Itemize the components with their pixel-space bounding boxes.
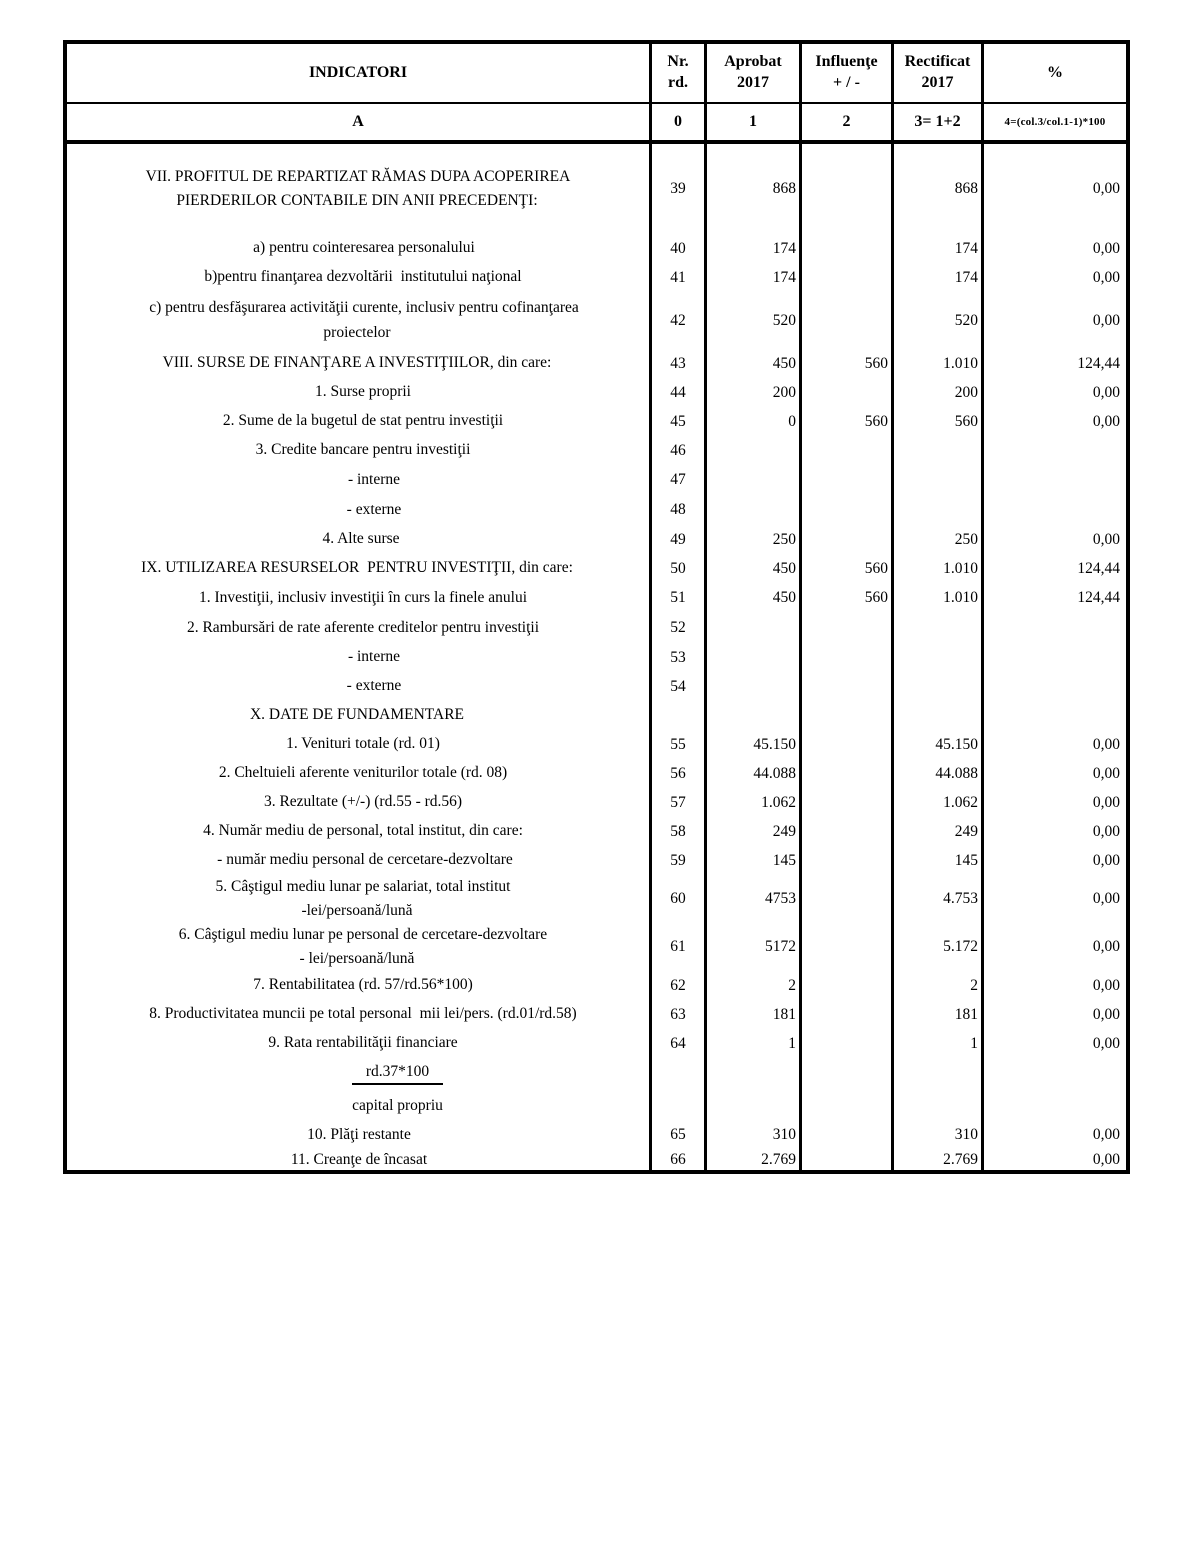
code-col-2: 2 [799,104,891,140]
table-header-row [67,44,1126,104]
cell-nr-rd: 52 [649,613,704,643]
row-label-text: VIII. SURSE DE FINANŢARE A INVESTIŢIILOR, din care: [162,354,552,372]
row-label-text: 2. Rambursări de rate aferente creditelor pentru investiţii [186,618,540,636]
table-row [67,846,1126,875]
header-label: Aprobat [724,53,782,71]
table-row [67,1122,1126,1148]
cell-influente [799,436,891,465]
cell-rectificat: 1.062 [891,788,981,817]
cell-nr-rd: 54 [649,672,704,701]
cell-aprobat [704,672,799,701]
cell-aprobat: 174 [704,263,799,292]
cell-influente: 560 [799,407,891,436]
header-label: INDICATORI [308,63,408,81]
cell-percent [981,643,1126,672]
cell-percent [981,495,1126,525]
cell-influente [799,923,891,971]
cell-influente [799,971,891,1000]
cell-nr-rd: 64 [649,1029,704,1058]
cell-percent: 0,00 [981,144,1126,234]
cell-aprobat: 520 [704,292,799,349]
cell-percent [981,672,1126,701]
cell-rectificat: 4.753 [891,875,981,923]
row-label-text: 3. Rezultate (+/-) (rd.55 - rd.56) [263,793,463,811]
table-row [67,613,1126,643]
cell-nr-rd: 39 [649,144,704,234]
table-row [67,701,1126,730]
row-label-text-line2: - lei/persoană/lună [299,950,415,968]
header-label: Rectificat [904,53,971,71]
header-rectificat-2017 [891,44,981,102]
row-label [67,788,649,817]
row-label [67,613,649,643]
row-label [67,263,649,292]
cell-aprobat: 45.150 [704,730,799,759]
cell-influente [799,1122,891,1148]
fraction-denominator: capital propriu [352,1096,443,1114]
cell-nr-rd: 60 [649,875,704,923]
cell-aprobat: 5172 [704,923,799,971]
code-col-3: 3= 1+2 [891,104,981,140]
cell-rectificat: 2 [891,971,981,1000]
cell-influente [799,1029,891,1058]
row-label-text: 2. Sume de la bugetul de stat pentru investiţii [222,412,504,430]
header-nr-rd [649,44,704,102]
row-label [67,923,649,971]
cell-aprobat [704,701,799,730]
table-row [67,1090,1126,1122]
table-row [67,465,1126,495]
header-label-line2: 2017 [921,74,954,91]
cell-aprobat [704,643,799,672]
table-row [67,971,1126,1000]
table-row [67,730,1126,759]
table-row [67,1058,1126,1090]
cell-nr-rd: 56 [649,759,704,788]
table-row [67,378,1126,407]
cell-percent: 124,44 [981,349,1126,378]
cell-nr-rd: 51 [649,583,704,613]
cell-percent: 0,00 [981,234,1126,263]
header-influente [799,44,891,102]
row-label-text: 3. Credite bancare pentru investiţii [255,441,471,459]
cell-influente [799,613,891,643]
row-label-text: - număr mediu personal de cercetare-dezvoltare [217,851,513,869]
row-label [67,407,649,436]
cell-rectificat: 181 [891,1000,981,1029]
cell-influente [799,788,891,817]
row-label [67,730,649,759]
indicators-table [63,40,1130,1174]
header-label: % [1047,63,1063,81]
cell-rectificat [891,495,981,525]
cell-percent: 124,44 [981,554,1126,583]
cell-nr-rd: 62 [649,971,704,1000]
header-label-line2: 2017 [737,74,769,91]
cell-rectificat [891,613,981,643]
cell-rectificat: 174 [891,263,981,292]
row-label-text: 4. Număr mediu de personal, total institut, din care: [203,822,523,840]
cell-aprobat: 0 [704,407,799,436]
header-label: Influenţe [815,53,878,71]
table-row [67,672,1126,701]
cell-nr-rd: 63 [649,1000,704,1029]
cell-aprobat: 174 [704,234,799,263]
row-label-text: - interne [347,470,401,488]
row-label-text: c) pentru desfăşurarea activităţii curente, inclusiv pentru cofinanţarea [149,299,579,317]
row-label [67,1029,649,1058]
cell-rectificat [891,672,981,701]
cell-percent [981,465,1126,495]
row-label [67,701,649,730]
row-label-text-line2: -lei/persoană/lună [301,902,413,920]
cell-rectificat [891,1058,981,1090]
row-label [67,971,649,1000]
cell-nr-rd: 65 [649,1122,704,1148]
cell-percent: 0,00 [981,525,1126,554]
cell-percent: 0,00 [981,263,1126,292]
cell-aprobat: 2 [704,971,799,1000]
cell-influente [799,1148,891,1172]
cell-influente [799,1058,891,1090]
row-label-text: b)pentru finanţarea dezvoltării institutului naţional [204,268,522,286]
row-label [67,846,649,875]
header-indicatori [67,44,649,102]
row-label [67,759,649,788]
row-label [67,525,649,554]
table-row [67,292,1126,349]
table-row [67,234,1126,263]
cell-rectificat: 868 [891,144,981,234]
cell-percent [981,1058,1126,1090]
cell-influente [799,1090,891,1122]
cell-influente [799,495,891,525]
cell-rectificat: 1.010 [891,349,981,378]
cell-rectificat: 45.150 [891,730,981,759]
fraction-numerator-text: rd.37*100 [352,1063,443,1086]
row-label-text: a) pentru cointeresarea personalului [253,239,475,257]
cell-nr-rd: 46 [649,436,704,465]
table-row [67,817,1126,846]
table-row [67,875,1126,923]
row-label-text: 6. Câştigul mediu lunar pe personal de cercetare-dezvoltare [178,926,548,943]
cell-nr-rd: 50 [649,554,704,583]
cell-aprobat [704,613,799,643]
cell-aprobat: 310 [704,1122,799,1148]
cell-nr-rd [649,1090,704,1122]
cell-aprobat: 1.062 [704,788,799,817]
cell-rectificat: 1.010 [891,554,981,583]
code-col-1: 1 [704,104,799,140]
cell-influente [799,875,891,923]
cell-aprobat: 44.088 [704,759,799,788]
table-row [67,407,1126,436]
row-label-text: 5. Câştigul mediu lunar pe salariat, total institut [215,878,511,895]
table-row [67,643,1126,672]
header-label: Nr. [667,53,689,71]
cell-nr-rd: 49 [649,525,704,554]
cell-nr-rd: 48 [649,495,704,525]
row-label-text: IX. UTILIZAREA RESURSELOR PENTRU INVESTIŢII, din care: [141,559,573,577]
row-label [67,144,649,234]
row-label [67,583,649,613]
cell-influente [799,701,891,730]
cell-influente [799,465,891,495]
cell-nr-rd: 61 [649,923,704,971]
cell-nr-rd: 45 [649,407,704,436]
header-percent [981,44,1126,102]
cell-percent: 0,00 [981,1029,1126,1058]
cell-nr-rd [649,1058,704,1090]
cell-nr-rd: 59 [649,846,704,875]
code-col-4-formula: 4=(col.3/col.1-1)*100 [981,104,1126,140]
row-label [67,234,649,263]
table-row [67,525,1126,554]
row-label-text-line2: PIERDERILOR CONTABILE DIN ANII PRECEDENŢI: [176,192,538,209]
cell-rectificat: 520 [891,292,981,349]
cell-influente: 560 [799,583,891,613]
cell-rectificat [891,465,981,495]
cell-percent [981,701,1126,730]
cell-nr-rd: 41 [649,263,704,292]
cell-percent: 0,00 [981,788,1126,817]
table-row [67,788,1126,817]
table-row [67,1029,1126,1058]
table-row [67,144,1126,234]
cell-influente [799,525,891,554]
row-label [67,1058,649,1090]
cell-percent: 124,44 [981,583,1126,613]
cell-nr-rd: 40 [649,234,704,263]
cell-nr-rd: 44 [649,378,704,407]
row-label-text: 4. Alte surse [322,530,400,548]
cell-percent: 0,00 [981,923,1126,971]
cell-percent [981,436,1126,465]
table-row [67,583,1126,613]
row-label-text: 2. Cheltuieli aferente veniturilor totale (rd. 08) [218,764,508,782]
row-label-text: 1. Investiţii, inclusiv investiţii în curs la finele anului [198,588,528,606]
cell-percent: 0,00 [981,1122,1126,1148]
row-label-text: 11. Creanţe de încasat [290,1151,428,1168]
cell-percent: 0,00 [981,759,1126,788]
cell-influente [799,759,891,788]
cell-aprobat [704,465,799,495]
cell-rectificat: 250 [891,525,981,554]
cell-nr-rd [649,701,704,730]
cell-aprobat: 450 [704,583,799,613]
cell-aprobat: 200 [704,378,799,407]
cell-influente [799,846,891,875]
cell-nr-rd: 42 [649,292,704,349]
row-label-text: 7. Rentabilitatea (rd. 57/rd.56*100) [253,976,473,994]
cell-aprobat: 450 [704,349,799,378]
cell-rectificat: 1.010 [891,583,981,613]
cell-influente: 560 [799,554,891,583]
cell-percent: 0,00 [981,846,1126,875]
cell-influente: 560 [799,349,891,378]
cell-percent: 0,00 [981,292,1126,349]
row-label-text-line2: proiectelor [323,323,391,341]
row-label-text: 8. Productivitatea muncii pe total personal mii lei/pers. (rd.01/rd.58) [149,1005,577,1023]
cell-nr-rd: 53 [649,643,704,672]
row-label [67,554,649,583]
row-label [67,436,649,465]
code-col-0: 0 [649,104,704,140]
row-label-text: - interne [347,648,401,666]
table-row [67,1148,1126,1170]
cell-influente [799,672,891,701]
cell-percent: 0,00 [981,730,1126,759]
cell-nr-rd: 58 [649,817,704,846]
cell-rectificat [891,701,981,730]
row-label-text: 10. Plăţi restante [307,1125,411,1143]
row-label [67,349,649,378]
header-aprobat-2017 [704,44,799,102]
row-label [67,672,649,701]
cell-aprobat: 450 [704,554,799,583]
cell-aprobat: 181 [704,1000,799,1029]
table-code-row [67,104,1126,144]
code-col-a: A [352,112,364,130]
cell-influente [799,643,891,672]
fraction-numerator [233,1063,563,1086]
cell-rectificat: 2.769 [891,1148,981,1172]
row-label [67,1090,649,1122]
cell-influente [799,378,891,407]
cell-rectificat: 200 [891,378,981,407]
row-label [67,643,649,672]
cell-aprobat [704,436,799,465]
cell-influente [799,1000,891,1029]
cell-aprobat [704,1058,799,1090]
cell-aprobat: 250 [704,525,799,554]
row-label [67,817,649,846]
cell-aprobat: 249 [704,817,799,846]
cell-aprobat [704,495,799,525]
cell-rectificat: 1 [891,1029,981,1058]
cell-percent: 0,00 [981,1000,1126,1029]
row-label-text: - externe [346,500,402,518]
row-label [67,1148,649,1172]
cell-nr-rd: 57 [649,788,704,817]
table-row [67,1000,1126,1029]
cell-rectificat: 5.172 [891,923,981,971]
cell-percent: 0,00 [981,378,1126,407]
cell-influente [799,817,891,846]
cell-influente [799,292,891,349]
cell-percent: 0,00 [981,817,1126,846]
header-label-line2: rd. [668,74,688,91]
cell-rectificat: 310 [891,1122,981,1148]
cell-aprobat: 868 [704,144,799,234]
row-label [67,292,649,349]
cell-influente [799,144,891,234]
cell-rectificat [891,1090,981,1122]
row-label [67,378,649,407]
cell-influente [799,730,891,759]
cell-percent: 0,00 [981,407,1126,436]
cell-rectificat: 44.088 [891,759,981,788]
cell-rectificat: 145 [891,846,981,875]
cell-rectificat: 174 [891,234,981,263]
row-label [67,495,649,525]
cell-nr-rd: 43 [649,349,704,378]
table-row [67,495,1126,525]
cell-nr-rd: 66 [649,1148,704,1172]
table-row [67,349,1126,378]
cell-rectificat [891,436,981,465]
table-row [67,263,1126,292]
cell-percent: 0,00 [981,875,1126,923]
cell-rectificat: 249 [891,817,981,846]
row-label [67,1122,649,1148]
cell-nr-rd: 47 [649,465,704,495]
cell-aprobat: 4753 [704,875,799,923]
table-row [67,923,1126,971]
table-row [67,554,1126,583]
cell-aprobat: 145 [704,846,799,875]
table-body [67,144,1126,1170]
cell-percent [981,613,1126,643]
cell-aprobat: 1 [704,1029,799,1058]
cell-aprobat: 2.769 [704,1148,799,1172]
row-label [67,875,649,923]
cell-percent [981,1090,1126,1122]
cell-percent: 0,00 [981,1148,1126,1172]
table-row [67,436,1126,465]
row-label-text: 1. Venituri totale (rd. 01) [286,735,440,753]
row-label-text: VII. PROFITUL DE REPARTIZAT RĂMAS DUPA ACOPERIREA [145,167,571,185]
table-row [67,759,1126,788]
row-label-text: X. DATE DE FUNDAMENTARE [249,706,465,724]
cell-influente [799,234,891,263]
row-label-text: 1. Surse proprii [314,383,411,401]
cell-aprobat [704,1090,799,1122]
cell-rectificat [891,643,981,672]
header-label-line2: + / - [833,74,860,91]
row-label [67,465,649,495]
cell-influente [799,263,891,292]
cell-nr-rd: 55 [649,730,704,759]
row-label-text: 9. Rata rentabilităţii financiare [268,1034,458,1052]
cell-rectificat: 560 [891,407,981,436]
row-label-text: - externe [346,677,402,695]
row-label [67,1000,649,1029]
cell-percent: 0,00 [981,971,1126,1000]
